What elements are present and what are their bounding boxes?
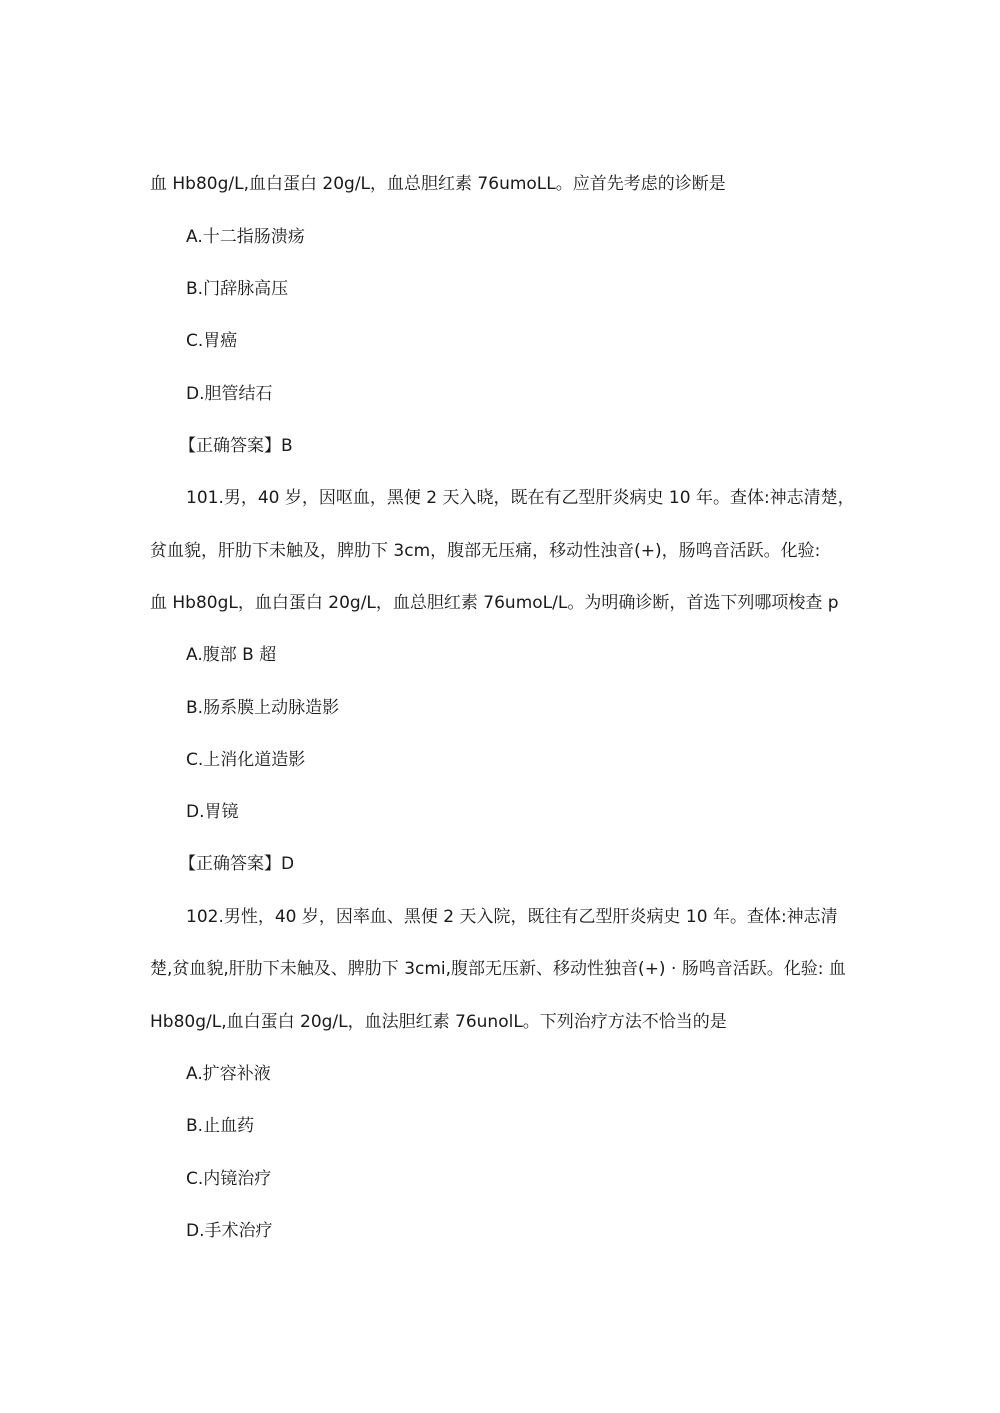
q102-option-d: D.手术治疗 xyxy=(186,1221,273,1241)
q100-option-d: D.胆管结石 xyxy=(186,384,273,404)
q102-stem-line-1: 102.男性，40 岁，因率血、黑便 2 天入院，既往有乙型肝炎病史 10 年。查体:神志清 xyxy=(186,907,838,927)
q101-option-c: C.上消化道造影 xyxy=(186,750,306,770)
q102-stem-line-3: Hb80g/L,血白蛋白 20g/L，血法胆红素 76unolL。下列治疗方法不恰当的是 xyxy=(150,1012,727,1032)
q100-option-a: A.十二指肠溃疡 xyxy=(186,227,305,247)
q101-option-b: B.肠系膜上动脉造影 xyxy=(186,698,340,718)
q100-stem-continuation: 血 Hb80g/L,血白蛋白 20g/L，血总胆红素 76umoLL。应首先考虑的诊断是 xyxy=(150,174,726,194)
q102-option-b: B.止血药 xyxy=(186,1116,255,1136)
q100-option-c: C.胃癌 xyxy=(186,331,238,351)
q101-option-a: A.腹部 B 超 xyxy=(186,645,277,665)
q102-stem-line-2: 楚,贫血貌,肝肋下未触及、脾肋下 3cmi,腹部无压新、移动性独音(+) · 肠鸣音活跃。化验: 血 xyxy=(150,959,846,979)
q100-option-b: B.门辞脉高压 xyxy=(186,279,289,299)
q102-option-c: C.内镜治疗 xyxy=(186,1169,272,1189)
q102-option-a: A.扩容补液 xyxy=(186,1064,271,1084)
q101-stem-line-3: 血 Hb80gL，血白蛋白 20g/L，血总胆红素 76umoL/L。为明确诊断，首选下列哪项梭查 p xyxy=(150,593,839,613)
q101-answer: 【正确答案】D xyxy=(179,854,295,874)
q100-answer: 【正确答案】B xyxy=(179,436,293,456)
q101-stem-line-2: 贫血貌，肝肋下未触及，脾肋下 3cm，腹部无压痛，移动性浊音(+)，肠鸣音活跃。化验: xyxy=(150,541,821,561)
q101-stem-line-1: 101.男，40 岁，因呕血，黑便 2 天入晓，既在有乙型肝炎病史 10 年。查体:神志清楚， xyxy=(186,488,855,508)
q101-option-d: D.胃镜 xyxy=(186,802,239,822)
